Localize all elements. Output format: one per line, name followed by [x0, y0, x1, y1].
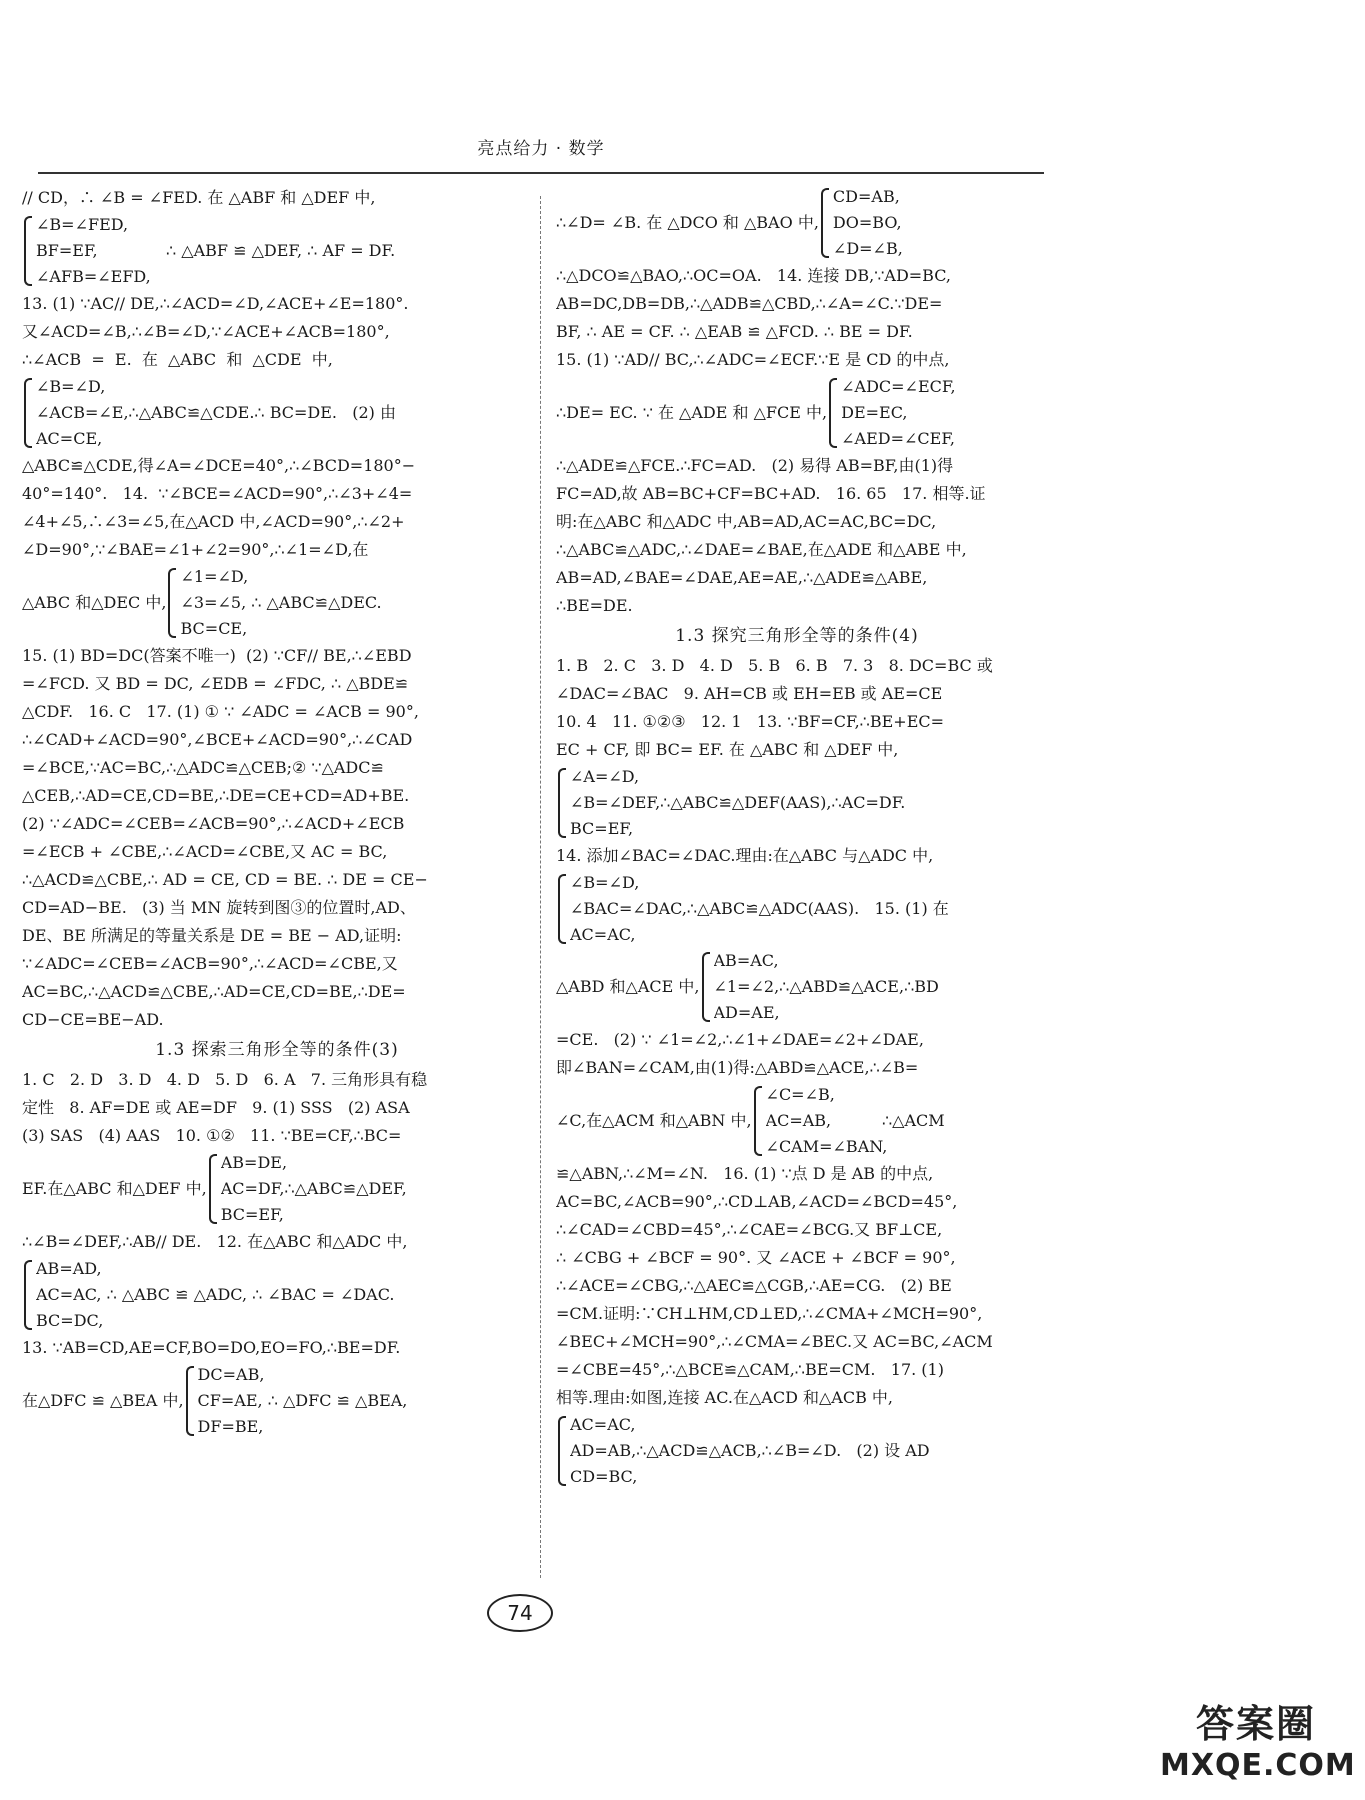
watermark-logo — [1160, 1700, 1356, 1792]
text-line: BF, ∴ AE = CF. ∴ △EAB ≌ △FCD. ∴ BE = DF. — [556, 322, 913, 341]
text-line: ∴△ABC≌△ADC,∴∠DAE=∠BAE,在△ADE 和△ABE 中, — [556, 540, 967, 559]
condition-line: AC=DF,∴△ABC≌△DEF, — [220, 1179, 407, 1198]
condition-line: AB=DE, — [220, 1153, 288, 1172]
text-line: ∠4+∠5,∴∠3=∠5,在△ACD 中,∠ACD=90°,∴∠2+ — [22, 512, 405, 531]
system-lead-text: △ABC 和△DEC 中, — [22, 593, 167, 612]
system-lead-text: EF.在△ABC 和△DEF 中, — [22, 1179, 207, 1198]
equation-system — [22, 374, 532, 452]
left-brace — [829, 378, 837, 448]
condition-line: ∠D=∠B, — [832, 239, 903, 258]
equation-system — [556, 948, 1038, 1026]
equation-system — [556, 1082, 1038, 1160]
equation-system — [22, 1362, 532, 1440]
text-line: ∴∠B=∠DEF,∴AB// DE. 12. 在△ABC 和△ADC 中, — [22, 1232, 408, 1251]
text-line: ∴∠CAD+∠ACD=90°,∠BCE+∠ACD=90°,∴∠CAD — [22, 730, 413, 749]
text-line: // CD，∴ ∠B = ∠FED. 在 △ABF 和 △DEF 中, — [22, 188, 376, 207]
text-line: 明:在△ABC 和△ADC 中,AB=AD,AC=AC,BC=DC, — [556, 512, 937, 531]
condition-line: ∠B=∠D, — [36, 377, 106, 396]
text-line: 13. (1) ∵AC// DE,∴∠ACD=∠D,∠ACE+∠E=180°. — [22, 294, 409, 313]
text-line: ∴∠ACB = E. 在 △ABC 和 △CDE 中, — [22, 350, 333, 369]
system-lead-text: 在△DFC ≌ △BEA 中, — [22, 1391, 184, 1410]
text-line: ∴△DCO≌△BAO,∴OC=OA. 14. 连接 DB,∵AD=BC, — [556, 266, 951, 285]
text-line: AC=BC,∴△ACD≌△CBE,∴AD=CE,CD=BE,∴DE= — [22, 982, 406, 1001]
system-conclusion-text: ∴ △ABF ≌ △DEF, ∴ AF = DF. — [150, 241, 396, 260]
condition-line: ∠1=∠D, — [180, 567, 249, 586]
condition-line: CD=BC, — [570, 1467, 638, 1486]
system-conditions — [570, 870, 949, 948]
condition-line: CF=AE, ∴ △DFC ≌ △BEA, — [197, 1391, 408, 1410]
left-column — [22, 184, 532, 1440]
left-brace — [186, 1366, 194, 1436]
condition-line: AD=AE, — [713, 1003, 780, 1022]
section-heading: 1.3 探究三角形全等的条件(4) — [675, 626, 919, 646]
text-line: △CEB,∴AD=CE,CD=BE,∴DE=CE+CD=AD+BE. — [22, 786, 410, 805]
right-column — [556, 184, 1038, 1490]
text-line: AB=AD,∠BAE=∠DAE,AE=AE,∴△ADE≌△ABE, — [556, 568, 928, 587]
text-line: 又∠ACD=∠B,∴∠B=∠D,∵∠ACE+∠ACB=180°, — [22, 322, 390, 341]
text-line: =CM.证明:∵CH⊥HM,CD⊥ED,∴∠CMA+∠MCH=90°, — [556, 1304, 983, 1323]
condition-line: ∠CAM=∠BAN, — [765, 1137, 888, 1156]
text-line: ∵∠ADC=∠CEB=∠ACB=90°,∴∠ACD=∠CBE,又 — [22, 954, 398, 973]
text-line: ∠DAC=∠BAC 9. AH=CB 或 EH=EB 或 AE=CE — [556, 684, 943, 703]
condition-line: AC=AC, — [570, 1415, 636, 1434]
system-conditions — [221, 1150, 407, 1228]
condition-line: BC=CE, — [180, 619, 248, 638]
text-line: =CE. (2) ∵ ∠1=∠2,∴∠1+∠DAE=∠2+∠DAE, — [556, 1030, 924, 1049]
text-line: ∠BEC+∠MCH=90°,∴∠CMA=∠BEC.又 AC=BC,∠ACM — [556, 1332, 993, 1351]
text-line: 定性 8. AF=DE 或 AE=DF 9. (1) SSS (2) ASA — [22, 1098, 410, 1117]
condition-line: ∠B=∠FED, — [36, 215, 129, 234]
text-line: FC=AD,故 AB=BC+CF=BC+AD. 16. 65 17. 相等.证 — [556, 484, 986, 503]
watermark-text-top: 答案圈 — [1195, 1702, 1316, 1746]
text-line: (2) ∵∠ADC=∠CEB=∠ACB=90°,∴∠ACD+∠ECB — [22, 814, 405, 833]
system-conditions — [570, 1412, 930, 1490]
left-brace — [702, 952, 710, 1022]
running-header: 亮点给力 · 数学 — [477, 139, 605, 159]
text-line: (3) SAS (4) AAS 10. ①② 11. ∵BE=CF,∴BC= — [22, 1126, 402, 1145]
condition-line: CD=AB, — [832, 187, 900, 206]
watermark-text-bottom: MXQE.COM — [1160, 1748, 1356, 1783]
condition-line: DC=AB, — [197, 1365, 265, 1384]
condition-line: BF=EF, — [36, 241, 98, 260]
system-conditions — [36, 374, 396, 452]
text-line: =∠FCD. 又 BD = DC, ∠EDB = ∠FDC, ∴ △BDE≌ — [22, 674, 409, 693]
text-line: 13. ∵AB=CD,AE=CF,BO=DO,EO=FO,∴BE=DF. — [22, 1338, 401, 1357]
condition-line: ∠AFB=∠EFD, — [36, 267, 151, 286]
system-conditions — [198, 1362, 408, 1440]
condition-line: AC=AC, ∴ △ABC ≌ △ADC, ∴ ∠BAC = ∠DAC. — [36, 1285, 395, 1304]
condition-line: AD=AB,∴△ACD≌△ACB,∴∠B=∠D. (2) 设 AD — [570, 1441, 930, 1460]
text-line: 14. 添加∠BAC=∠DAC.理由:在△ABC 与△ADC 中, — [556, 846, 934, 865]
system-conditions — [841, 374, 955, 452]
column-divider — [540, 196, 541, 1578]
condition-line: BC=EF, — [220, 1205, 284, 1224]
left-brace — [209, 1154, 217, 1224]
page-number: 74 — [487, 1594, 553, 1632]
system-lead-text: ∠C,在△ACM 和△ABN 中, — [556, 1111, 752, 1130]
system-conditions — [180, 564, 381, 642]
equation-system — [556, 184, 1038, 262]
condition-line: ∠ACB=∠E,∴△ABC≌△CDE.∴ BC=DE. (2) 由 — [36, 403, 396, 422]
text-line: 即∠BAN=∠CAM,由(1)得:△ABD≌△ACE,∴∠B= — [556, 1058, 919, 1077]
left-brace — [24, 378, 32, 448]
text-line: ∴ ∠CBG + ∠BCF = 90°. 又 ∠ACE + ∠BCF = 90°, — [556, 1248, 956, 1267]
text-line: 1. B 2. C 3. D 4. D 5. B 6. B 7. 3 8. DC=BC 或 — [556, 656, 993, 675]
equation-system — [22, 564, 532, 642]
left-brace — [754, 1086, 762, 1156]
text-line: 10. 4 11. ①②③ 12. 1 13. ∵BF=CF,∴BE+EC= — [556, 712, 945, 731]
condition-line: ∠ADC=∠ECF, — [841, 377, 956, 396]
text-line: ∴BE=DE. — [556, 596, 633, 615]
condition-line: AC=CE, — [36, 429, 103, 448]
equation-system — [556, 764, 1038, 842]
text-line: ∴∠CAD=∠CBD=45°,∴∠CAE=∠BCG.又 BF⊥CE, — [556, 1220, 943, 1239]
equation-system — [22, 1150, 532, 1228]
left-brace — [558, 768, 566, 838]
text-line: =∠BCE,∵AC=BC,∴△ADC≌△CEB;② ∵△ADC≌ — [22, 758, 384, 777]
condition-line: ∠BAC=∠DAC,∴△ABC≌△ADC(AAS). 15. (1) 在 — [570, 899, 949, 918]
system-lead-text: ∴∠D= ∠B. 在 △DCO 和 △BAO 中, — [556, 213, 819, 232]
left-brace — [168, 568, 176, 638]
text-line: 相等.理由:如图,连接 AC.在△ACD 和△ACB 中, — [556, 1388, 894, 1407]
text-line: ≌△ABN,∴∠M=∠N. 16. (1) ∵点 D 是 AB 的中点, — [556, 1164, 934, 1183]
text-line: EC + CF, 即 BC= EF. 在 △ABC 和 △DEF 中, — [556, 740, 899, 759]
text-line: ∴△ADE≌△FCE.∴FC=AD. (2) 易得 AB=BF,由(1)得 — [556, 456, 954, 475]
condition-line: BC=EF, — [570, 819, 634, 838]
equation-system — [22, 1256, 532, 1334]
system-conditions — [36, 212, 151, 290]
text-line: △CDF. 16. C 17. (1) ① ∵ ∠ADC = ∠ACB = 90°, — [22, 702, 419, 721]
condition-line: DE=EC, — [841, 403, 908, 422]
condition-line: ∠C=∠B, — [765, 1085, 835, 1104]
condition-line: BC=DC, — [36, 1311, 104, 1330]
equation-system — [556, 1412, 1038, 1490]
text-line: 40°=140°. 14. ∵∠BCE=∠ACD=90°,∴∠3+∠4= — [22, 484, 413, 503]
left-brace — [24, 1260, 32, 1330]
system-lead-text: ∴DE= EC. ∵ 在 △ADE 和 △FCE 中, — [556, 403, 828, 422]
equation-system — [556, 374, 1038, 452]
section-heading: 1.3 探索三角形全等的条件(3) — [155, 1040, 399, 1060]
condition-line: DF=BE, — [197, 1417, 264, 1436]
left-brace — [558, 1416, 566, 1486]
equation-system — [556, 870, 1038, 948]
condition-line: ∠1=∠2,∴△ABD≌△ACE,∴BD — [713, 977, 939, 996]
system-conditions — [714, 948, 939, 1026]
text-line: CD−CE=BE−AD. — [22, 1010, 164, 1029]
condition-line: ∠A=∠D, — [570, 767, 640, 786]
text-line: 15. (1) BD=DC(答案不唯一) (2) ∵CF// BE,∴∠EBD — [22, 646, 412, 665]
condition-line: ∠AED=∠CEF, — [841, 429, 956, 448]
text-line: △ABC≌△CDE,得∠A=∠DCE=40°,∴∠BCD=180°− — [22, 456, 416, 475]
text-line: 15. (1) ∵AD// BC,∴∠ADC=∠ECF.∵E 是 CD 的中点, — [556, 350, 950, 369]
text-line: =∠ECB + ∠CBE,∴∠ACD=∠CBE,又 AC = BC, — [22, 842, 388, 861]
condition-line: AB=AC, — [713, 951, 779, 970]
left-brace — [821, 188, 829, 258]
text-line: DE、BE 所满足的等量关系是 DE = BE − AD,证明: — [22, 926, 402, 945]
condition-line: DO=BO, — [832, 213, 902, 232]
header-rule — [38, 172, 1044, 174]
text-line: ∠D=90°,∵∠BAE=∠1+∠2=90°,∴∠1=∠D,在 — [22, 540, 369, 559]
condition-line: ∠B=∠D, — [570, 873, 640, 892]
text-line: AC=BC,∠ACB=90°,∴CD⊥AB,∠ACD=∠BCD=45°, — [556, 1192, 958, 1211]
condition-line: AC=AC, — [570, 925, 636, 944]
system-conditions — [766, 1082, 945, 1160]
condition-line: ∠B=∠DEF,∴△ABC≌△DEF(AAS),∴AC=DF. — [570, 793, 906, 812]
text-line: ∴△ACD≌△CBE,∴ AD = CE, CD = BE. ∴ DE = CE− — [22, 870, 428, 889]
system-conditions — [36, 1256, 394, 1334]
text-line: =∠CBE=45°,∴△BCE≌△CAM,∴BE=CM. 17. (1) — [556, 1360, 944, 1379]
system-conditions — [833, 184, 903, 262]
text-line: ∴∠ACE=∠CBG,∴△AEC≌△CGB,∴AE=CG. (2) BE — [556, 1276, 952, 1295]
condition-line: ∠3=∠5, ∴ △ABC≌△DEC. — [180, 593, 382, 612]
text-line: CD=AD−BE. (3) 当 MN 旋转到图③的位置时,AD、 — [22, 898, 416, 917]
text-line: AB=DC,DB=DB,∴△ADB≌△CBD,∴∠A=∠C.∵DE= — [556, 294, 943, 313]
system-conditions — [570, 764, 905, 842]
equation-system — [22, 212, 532, 290]
condition-line: AC=AB, ∴△ACM — [765, 1111, 945, 1130]
text-line: 1. C 2. D 3. D 4. D 5. D 6. A 7. 三角形具有稳 — [22, 1070, 428, 1089]
condition-line: AB=AD, — [36, 1259, 102, 1278]
left-brace — [558, 874, 566, 944]
left-brace — [24, 216, 32, 286]
system-lead-text: △ABD 和△ACE 中, — [556, 977, 700, 996]
